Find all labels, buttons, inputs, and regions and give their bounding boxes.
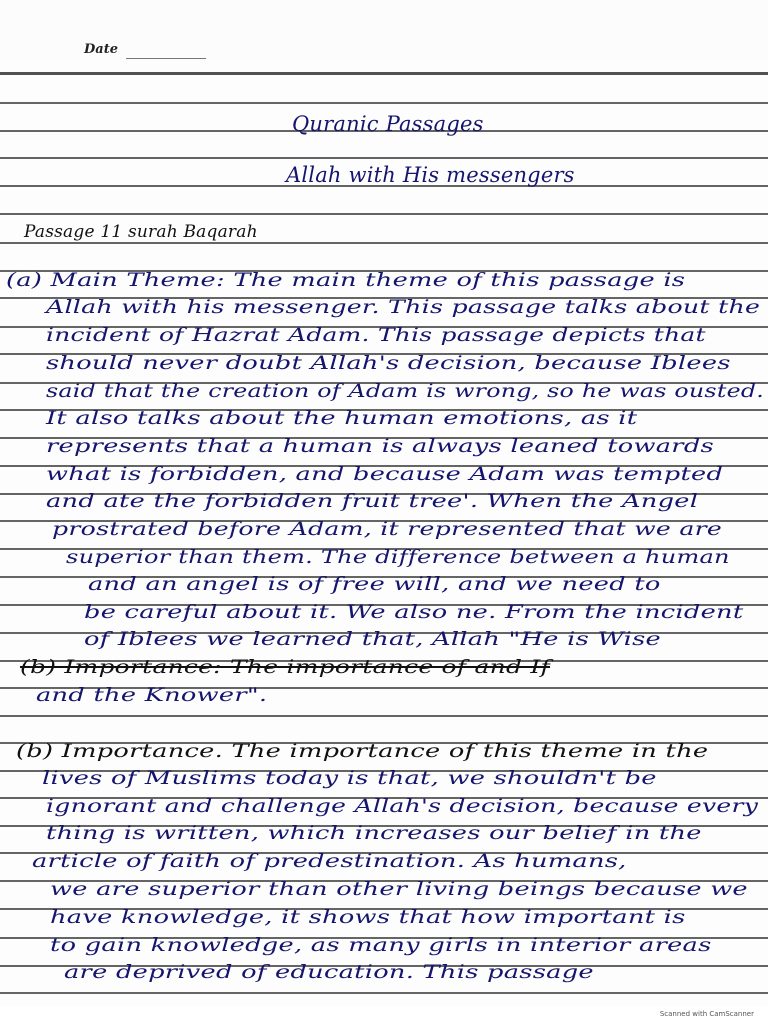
rule-line [0, 242, 768, 244]
handwritten-line: be careful about it. We also ne. From the incident [84, 601, 744, 623]
handwritten-line: and an angel is of free will, and we need to [88, 573, 661, 595]
handwritten-line: represents that a human is always leaned towards [46, 435, 714, 457]
rule-line [0, 992, 768, 994]
page-title: Quranic Passages [292, 112, 484, 136]
handwritten-line: of Iblees we learned that, Allah "He is Wise [84, 628, 662, 650]
rule-line [0, 72, 768, 75]
handwritten-line: and ate the forbidden fruit tree'. When the Angel [46, 490, 699, 512]
handwritten-line: and the Knower". [36, 684, 268, 706]
handwritten-line: lives of Muslims today is that, we shouldn't be [42, 767, 657, 789]
date-line [126, 58, 206, 59]
rule-line [0, 213, 768, 215]
rule-line [0, 102, 768, 104]
handwritten-line: ignorant and challenge Allah's decision, because every [46, 795, 759, 817]
handwritten-line: (a) Main Theme: The main theme of this passage is [6, 269, 686, 291]
handwritten-line: Allah with his messenger. This passage talks about the [46, 296, 761, 318]
handwritten-line: should never doubt Allah's decision, because Iblees [46, 352, 731, 374]
struck-line: (b) Importance: The importance of and If [20, 656, 551, 678]
rule-line [0, 715, 768, 717]
scanner-watermark: Scanned with CamScanner [659, 1010, 754, 1018]
handwritten-line: superior than them. The difference between a human [66, 546, 730, 568]
handwritten-line: incident of Hazrat Adam. This passage depicts that [46, 324, 706, 346]
handwritten-line: It also talks about the human emotions, as it [46, 407, 638, 429]
handwritten-line: article of faith of predestination. As humans, [32, 850, 627, 872]
handwritten-line: thing is written, which increases our belief in the [46, 822, 702, 844]
handwritten-line: we are superior than other living beings because we [50, 878, 748, 900]
handwritten-line: prostrated before Adam, it represented that we are [52, 518, 723, 540]
footer-strip [0, 1006, 768, 1024]
passage-heading: Passage 11 surah Baqarah [24, 222, 258, 242]
handwritten-line: are deprived of education. This passage [64, 961, 594, 983]
handwritten-line: what is forbidden, and because Adam was tempted [46, 463, 724, 485]
handwritten-line: to gain knowledge, as many girls in interior areas [50, 934, 712, 956]
page-subtitle: Allah with His messengers [286, 163, 575, 187]
handwritten-line: have knowledge, it shows that how important is [50, 906, 686, 928]
handwritten-line: said that the creation of Adam is wrong, so he was ousted. [46, 380, 765, 402]
date-label: Date [84, 42, 118, 57]
rule-line [0, 157, 768, 159]
handwritten-line: (b) Importance. The importance of this theme in the [16, 740, 709, 762]
